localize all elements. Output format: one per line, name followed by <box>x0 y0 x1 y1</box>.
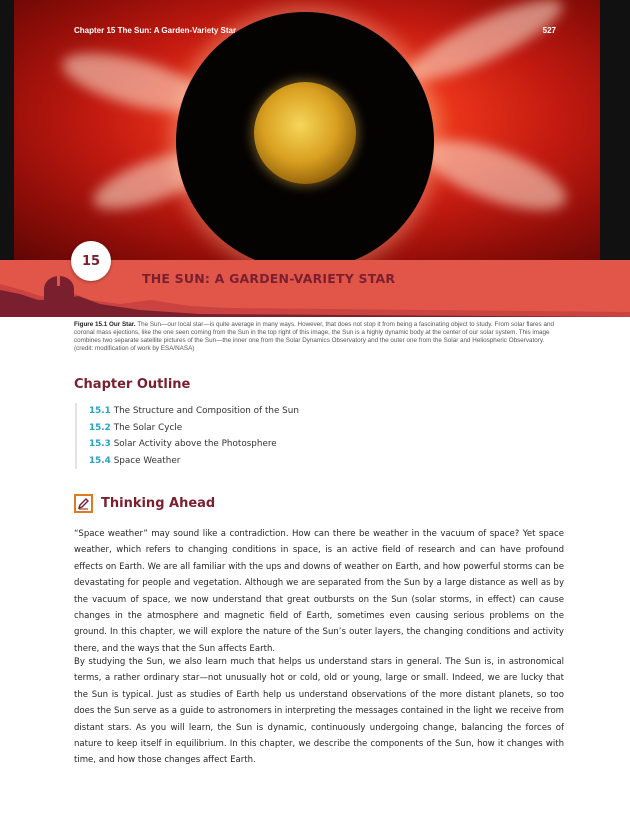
thinking-ahead-heading: Thinking Ahead <box>101 496 216 511</box>
hero-sun-image <box>0 0 630 262</box>
sun-disk <box>254 82 356 184</box>
corona-streak <box>400 0 571 94</box>
outline-item-number: 15.1 <box>89 406 111 416</box>
outline-item[interactable] <box>89 453 299 470</box>
body-paragraph: “Space weather” may sound like a contradiction. How can there be weather in the vacuum of space? Yet space weather, which refers to changing conditions in space, is an active field of research and can have profound effects on Earth. We are all familiar with the ups and downs of weather on Earth, and how powerful storms can be devastating for people and vegetation. Although we are separated from the Sun by a large distance as well as by the vacuum of space, we now understand that great outbursts on the Sun (solar storms, in effect) can cause changes in the atmosphere and magnetic field of Earth, sometimes even causing serious problems on the ground. In this chapter, we will explore the nature of the Sun’s outer layers, the changing conditions and activity there, and the ways that the Sun affects Earth. <box>74 529 564 654</box>
outline-item-label: The Structure and Composition of the Sun <box>113 406 299 416</box>
image-edge-right <box>600 0 630 262</box>
body-paragraph: By studying the Sun, we also learn much that helps us understand stars in general. The Sun is, in astronomical terms, a rather ordinary star—not unusually hot or cold, old or young, large or small. Indeed, we are lucky that the Sun is typical. Just as studies of Earth help us understand observations of the more distant planets, so too does the Sun serve as a guide to astronomers in interpreting the messages contained in the light we receive from distant stars. As you will learn, the Sun is dynamic, continuously undergoing change, balancing the forces of nature to keep itself in equilibrium. In this chapter, we describe the components of the Sun, how it changes with time, and how those changes affect Earth. <box>74 657 564 766</box>
outline-item-number: 15.3 <box>89 439 111 449</box>
running-head: Chapter 15 The Sun: A Garden-Variety Star <box>74 26 237 35</box>
outline-item-label: Solar Activity above the Photosphere <box>113 439 277 449</box>
outline-item[interactable] <box>89 420 299 437</box>
outline-item[interactable] <box>89 436 299 453</box>
figure-caption <box>74 321 564 353</box>
outline-item-number: 15.2 <box>89 422 111 433</box>
pencil-icon <box>74 494 93 513</box>
image-edge-left <box>0 0 14 262</box>
outline-item[interactable] <box>89 403 299 420</box>
corona-streak <box>416 126 574 224</box>
chapter-outline-heading: Chapter Outline <box>74 377 191 392</box>
chapter-outline-list <box>75 403 299 469</box>
outline-item-number: 15.4 <box>89 455 111 466</box>
figure-label: Figure 15.1 Our Star. <box>74 321 136 328</box>
chapter-number-badge: 15 <box>71 241 111 281</box>
outline-item-label: Space Weather <box>113 455 181 466</box>
chapter-title: THE SUN: A GARDEN-VARIETY STAR <box>142 271 396 286</box>
outline-item-label: The Solar Cycle <box>113 422 183 433</box>
page-number: 527 <box>542 26 556 35</box>
figure-caption-text: The Sun—our local star—is quite average in many ways. However, that does not stop it from being a fascinating object to study. From solar flares and coronal mass ejections, like the one seen coming from the Sun in the top right of this image, the Sun is a highly dynamic body at the center of our solar system. This image combines two separate satellite pictures of the Sun—the inner one from the Solar Dynamics Observatory and the outer one from the Solar and Heliospheric Observatory. (credit: modification of work by ESA/NASA) <box>74 321 554 352</box>
